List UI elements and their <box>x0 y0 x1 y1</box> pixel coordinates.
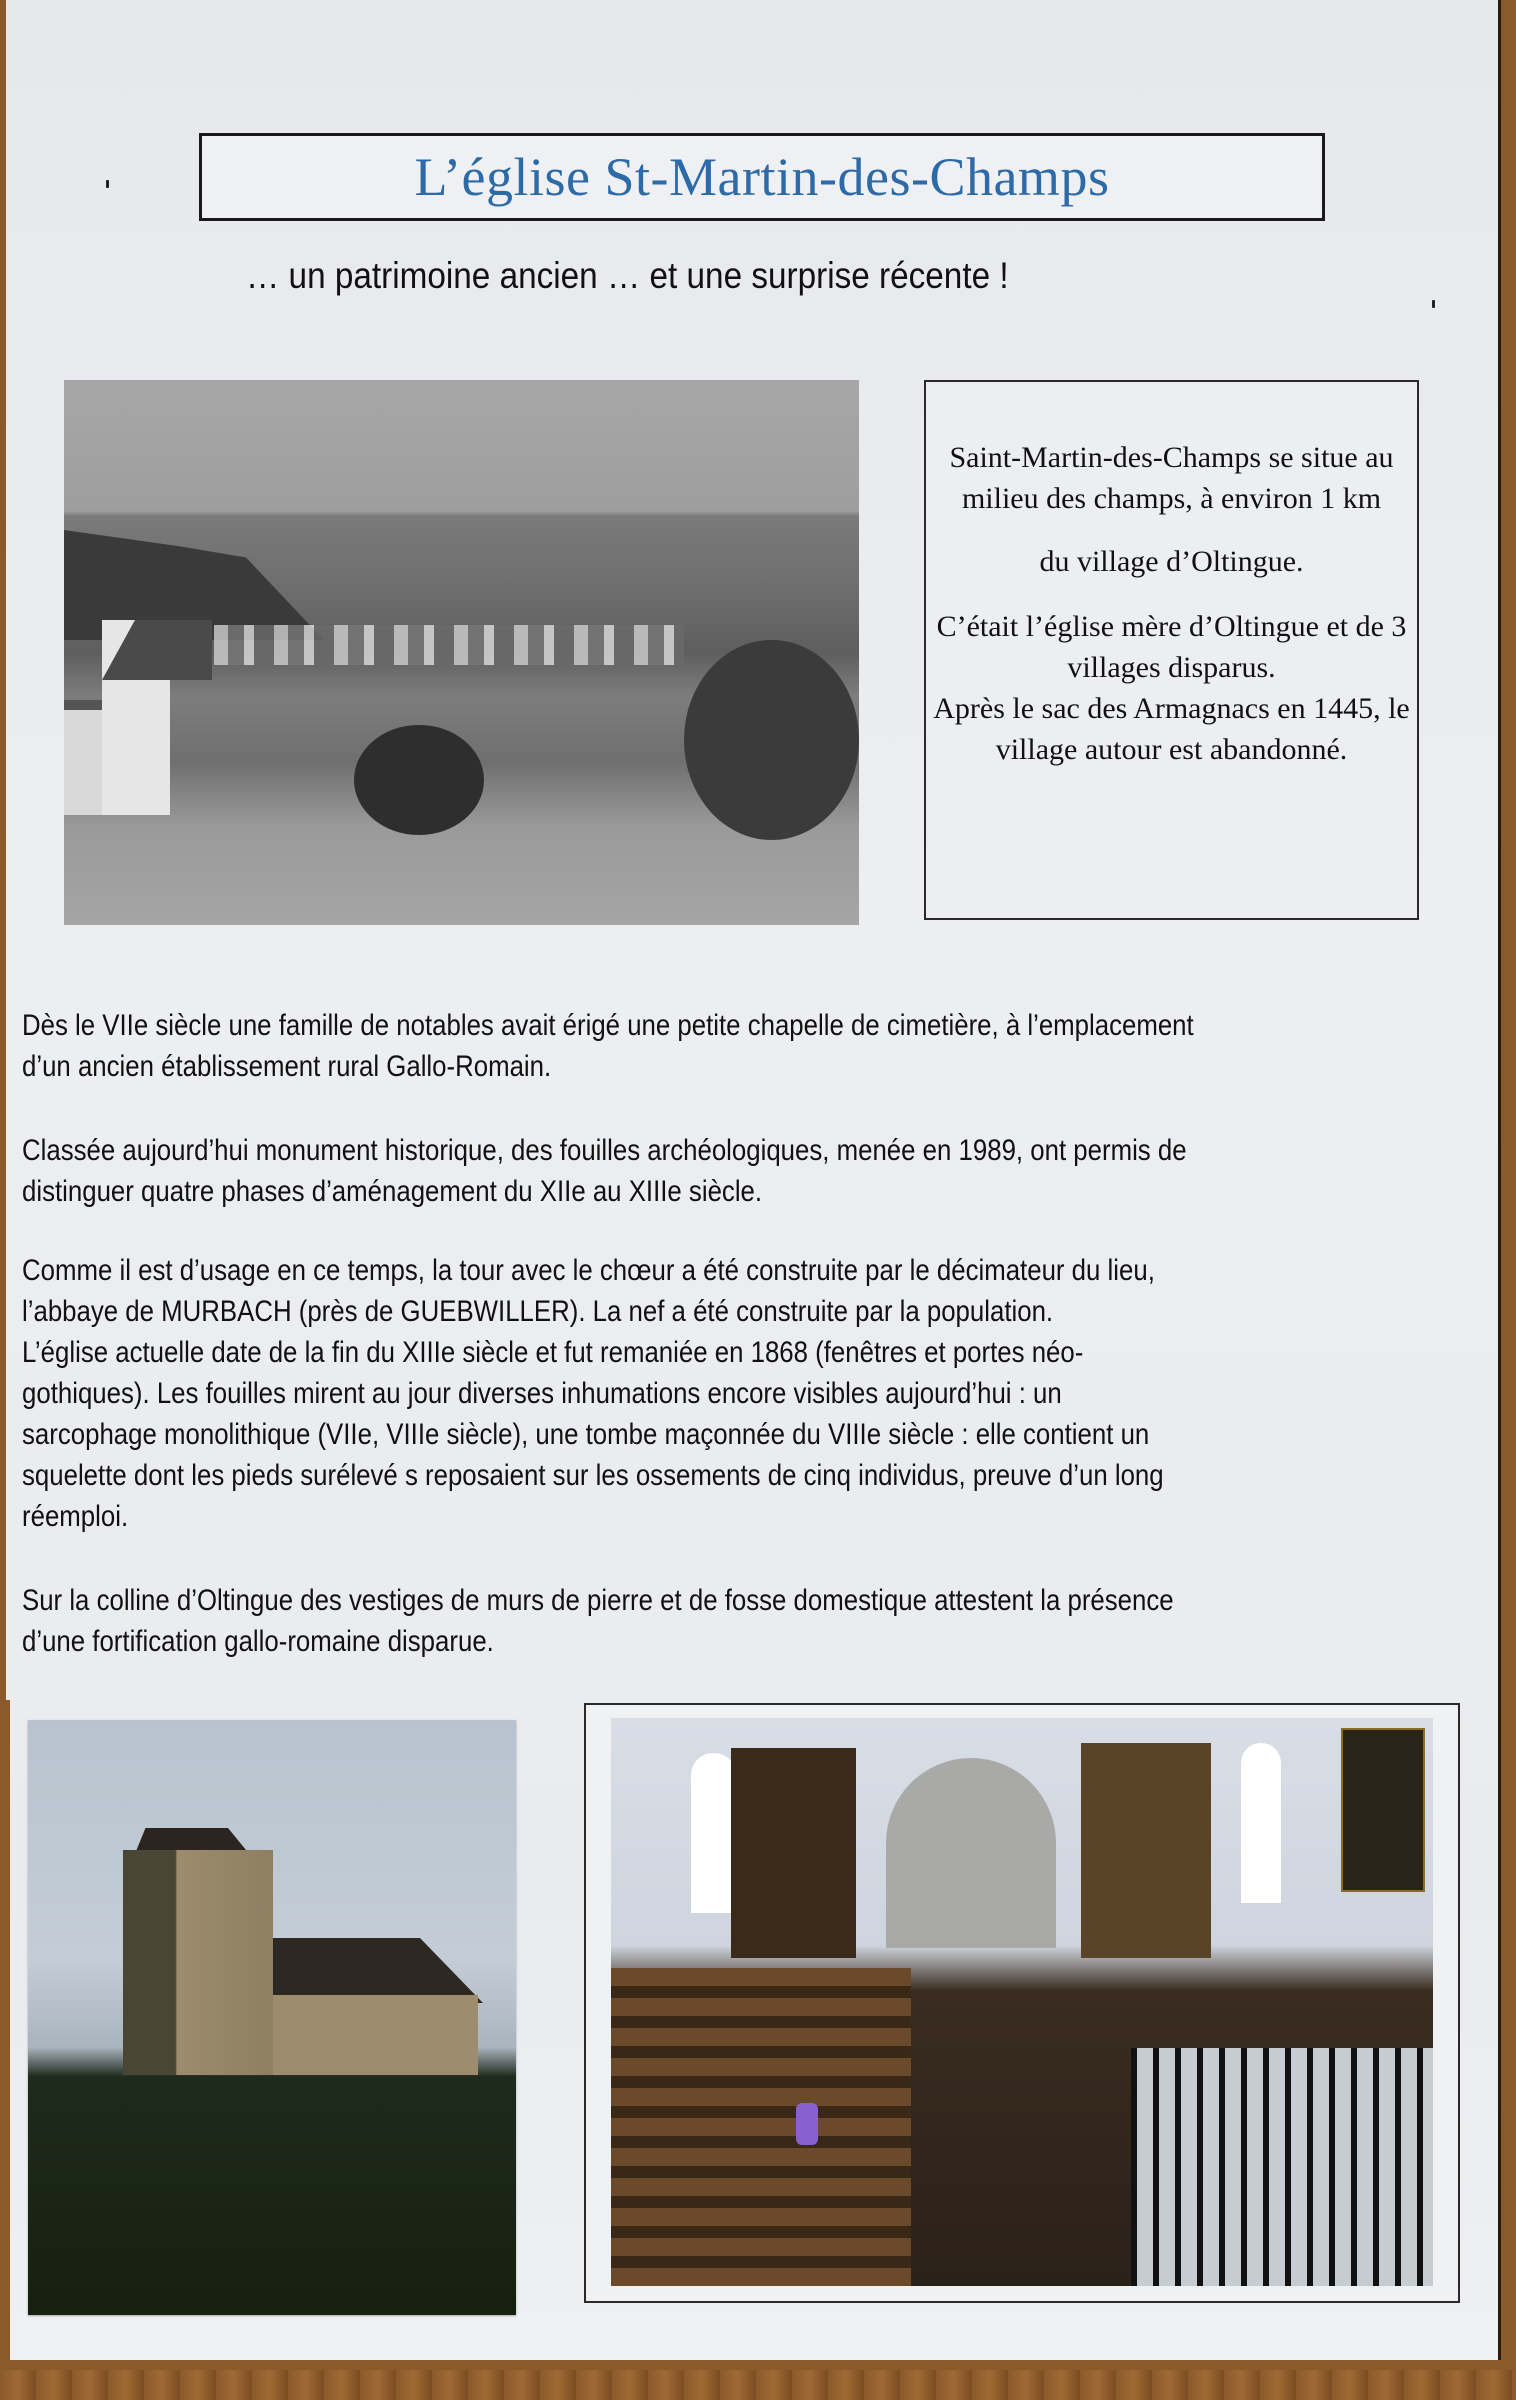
wall-painting <box>1341 1728 1425 1892</box>
wooden-pews <box>611 1968 911 2286</box>
info-text: du village d’Oltingue. <box>1039 545 1304 578</box>
text-line: distinguer quatre phases d’aménagement du XIIe au XIIIe siècle. <box>22 1175 763 1208</box>
text-line: gothiques). Les fouilles mirent au jour diverses inhumations encore visibles aujourd’hui : un <box>22 1377 1062 1410</box>
church-interior-photo <box>611 1718 1433 2286</box>
window-left <box>691 1753 736 1913</box>
nave-wall <box>273 1995 478 2075</box>
info-text: Après le sac des Armagnacs en 1445, le village autour est abandonné. <box>933 692 1410 766</box>
iron-railing <box>1131 2048 1433 2286</box>
nave-roof <box>273 1938 483 2003</box>
wood-background <box>0 1700 10 2400</box>
subtitle: … un patrimoine ancien … et une surprise récente ! <box>246 255 1009 296</box>
paragraph-construction <box>22 1250 1502 1537</box>
poster-sheet <box>6 0 1501 2360</box>
tree <box>684 640 859 840</box>
text-line: squelette dont les pieds surélevé s reposaient sur les ossements de cinq individus, preuve d’un long <box>22 1459 1164 1492</box>
text-line: Sur la colline d’Oltingue des vestiges de murs de pierre et de fosse domestique attestent la présence <box>22 1584 1174 1617</box>
choir-arch <box>886 1758 1056 1948</box>
window-right <box>1241 1743 1281 1903</box>
village-houses <box>214 625 684 665</box>
wood-background <box>0 2370 1516 2400</box>
info-box <box>924 380 1419 920</box>
text-line: Dès le VIIe siècle une famille de notables avait érigé une petite chapelle de cimetière, à l’emplacement <box>22 1009 1194 1042</box>
info-text: C’était l’église mère d’Oltingue et de 3 villages disparus. <box>936 610 1407 684</box>
paragraph-origins <box>22 1005 1502 1087</box>
page-title: L’église St-Martin-des-Champs <box>414 147 1110 207</box>
village-photo <box>64 380 859 925</box>
purple-cloth <box>796 2103 818 2145</box>
text-line: d’un ancien établissement rural Gallo-Romain. <box>22 1050 552 1083</box>
paragraph-excavations <box>22 1130 1502 1212</box>
info-text: Saint-Martin-des-Champs se situe au milieu des champs, à environ 1 km <box>949 441 1394 515</box>
side-altar-right <box>1081 1743 1211 1958</box>
speck <box>106 180 109 188</box>
text-line: Comme il est d’usage en ce temps, la tour avec le chœur a été construite par le décimateur du lieu, <box>22 1254 1155 1287</box>
side-altar-left <box>731 1748 856 1958</box>
paragraph-fortification <box>22 1580 1502 1662</box>
text-line: l’abbaye de MURBACH (près de GUEBWILLER). La nef a été construite par la population. <box>22 1295 1054 1328</box>
title-box <box>199 133 1325 221</box>
text-line: réemploi. <box>22 1500 129 1533</box>
text-line: sarcophage monolithique (VIIe, VIIIe siècle), une tombe maçonnée du VIIIe siècle : elle contient un <box>22 1418 1150 1451</box>
text-line: d’une fortification gallo-romaine disparue. <box>22 1625 494 1658</box>
text-line: Classée aujourd’hui monument historique, des fouilles archéologiques, menée en 1989, ont permis de <box>22 1134 1187 1167</box>
text-line: L’église actuelle date de la fin du XIIIe siècle et fut remaniée en 1868 (fenêtres et portes néo- <box>22 1336 1084 1369</box>
church-exterior-photo <box>28 1720 516 2315</box>
stone-tower <box>123 1850 273 2075</box>
tree <box>354 725 484 835</box>
speck <box>1432 300 1435 308</box>
